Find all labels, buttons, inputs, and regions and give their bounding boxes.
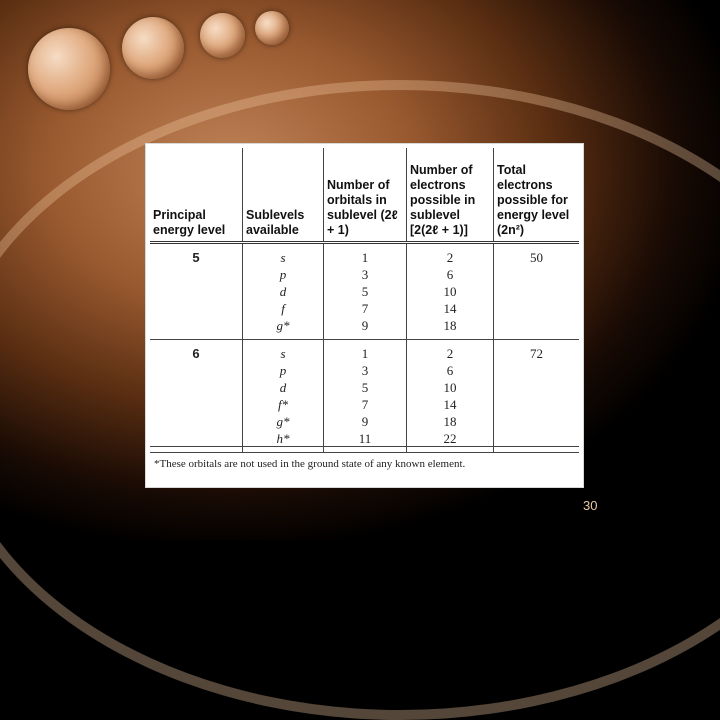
orbital-count: 7 <box>361 396 369 412</box>
cell-level: 6 <box>150 339 243 452</box>
header-sublevels: Sublevels available <box>243 148 324 242</box>
orbital-count: 9 <box>361 413 369 429</box>
table-row-level-6 <box>150 339 579 452</box>
sublevel-label: s <box>280 345 286 361</box>
table-footnote: *These orbitals are not used in the ground state of any known element. <box>154 458 466 470</box>
orbital-table <box>150 148 579 453</box>
cell-electrons <box>407 242 494 339</box>
electron-count: 18 <box>443 413 457 429</box>
page-number: 30 <box>583 498 598 513</box>
sublevel-label: d <box>279 379 287 395</box>
orbital-count: 11 <box>358 430 372 446</box>
cell-sublevels <box>243 339 324 452</box>
sublevel-label: g* <box>276 413 290 429</box>
sublevel-label: h* <box>276 430 290 446</box>
orbital-count: 3 <box>361 266 369 282</box>
sublevel-label: s <box>280 249 286 265</box>
table-header-row <box>150 148 579 242</box>
header-orbitals: Number of orbitals in sublevel (2ℓ + 1) <box>324 148 407 242</box>
cell-orbitals <box>324 242 407 339</box>
orbital-count: 3 <box>361 362 369 378</box>
electron-count: 10 <box>443 283 457 299</box>
orbital-count: 7 <box>361 300 369 316</box>
cell-total: 72 <box>494 339 580 452</box>
footnote-divider <box>150 446 579 447</box>
cell-total: 50 <box>494 242 580 339</box>
header-electrons: Number of electrons possible in sublevel [2(2ℓ + 1)] <box>407 148 494 242</box>
orbital-count: 9 <box>361 317 369 333</box>
cell-electrons <box>407 339 494 452</box>
orbital-table-panel <box>145 143 584 488</box>
sublevel-label: f <box>281 300 285 316</box>
electron-count: 14 <box>443 396 457 412</box>
cell-orbitals <box>324 339 407 452</box>
cell-level: 5 <box>150 242 243 339</box>
sublevel-label: p <box>279 362 287 378</box>
decorative-circle-3 <box>200 13 245 58</box>
orbital-count: 5 <box>361 283 369 299</box>
orbital-count: 1 <box>361 345 369 361</box>
electron-count: 14 <box>443 300 457 316</box>
electron-count: 6 <box>446 362 454 378</box>
electron-count: 10 <box>443 379 457 395</box>
header-principal-level: Principal energy level <box>150 148 243 242</box>
sublevel-label: p <box>279 266 287 282</box>
sublevel-label: f* <box>277 396 289 412</box>
header-total-electrons: Total electrons possible for energy level (2n²) <box>494 148 580 242</box>
electron-count: 6 <box>446 266 454 282</box>
orbital-count: 1 <box>361 249 369 265</box>
decorative-circle-1 <box>28 28 110 110</box>
decorative-circle-4 <box>255 11 289 45</box>
electron-count: 22 <box>443 430 457 446</box>
decorative-circle-2 <box>122 17 184 79</box>
cell-sublevels <box>243 242 324 339</box>
electron-count: 2 <box>446 345 454 361</box>
sublevel-label: d <box>279 283 287 299</box>
table-row-level-5 <box>150 242 579 339</box>
sublevel-label: g* <box>276 317 290 333</box>
electron-count: 2 <box>446 249 454 265</box>
orbital-count: 5 <box>361 379 369 395</box>
electron-count: 18 <box>443 317 457 333</box>
